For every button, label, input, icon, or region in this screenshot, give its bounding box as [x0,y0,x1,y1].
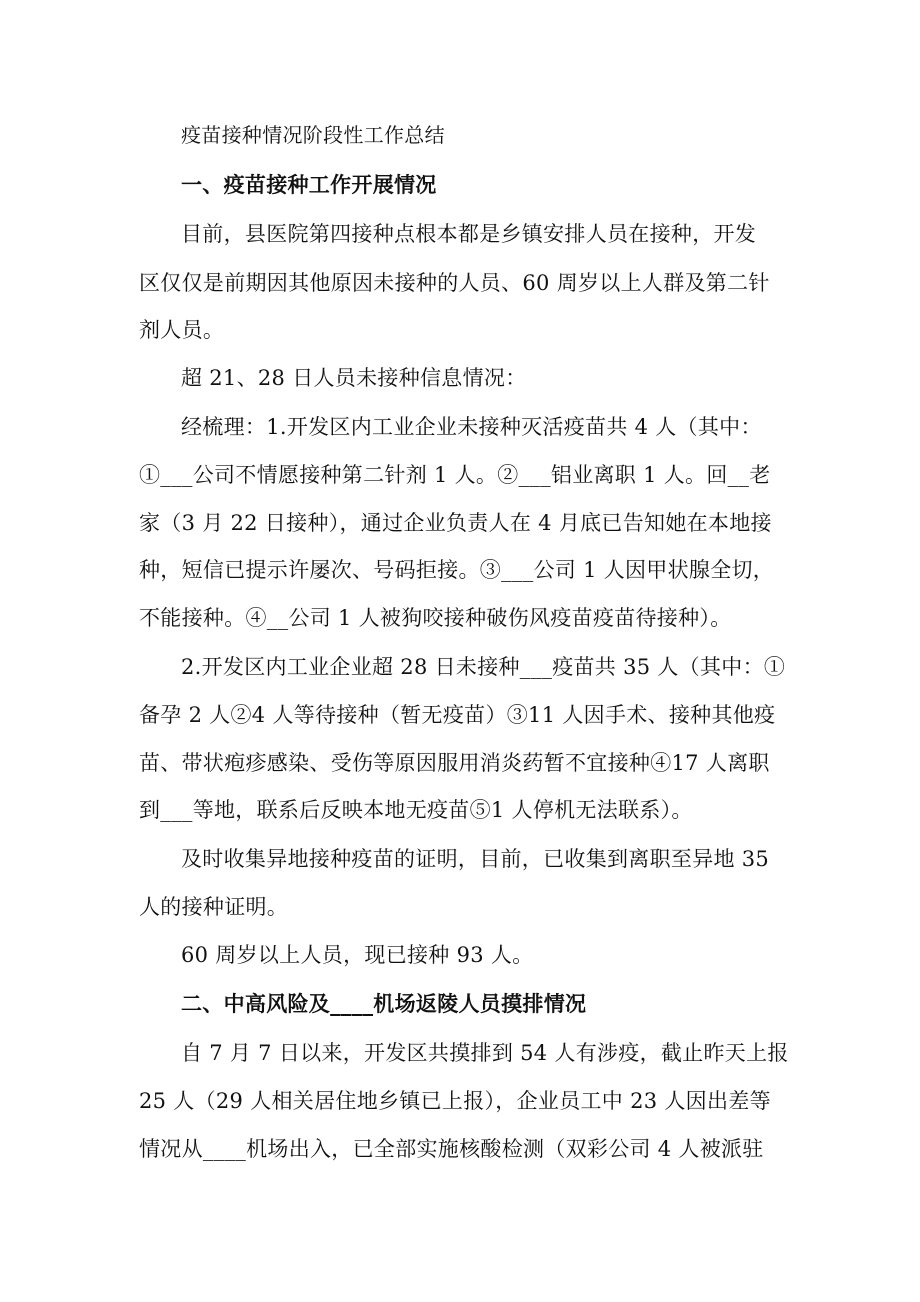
paragraph-line: 家（3 月 22 日接种），通过企业负责人在 4 月底已告知她在本地接 [139,511,772,535]
paragraph-line: 到___等地，联系后反映本地无疫苗⑤1 人停机无法联系）。 [139,798,693,822]
paragraph-line: 种，短信已提示许屡次、号码拒接。③___公司 1 人因甲状腺全切， [139,558,775,582]
document-title: 疫苗接种情况阶段性工作总结 [181,123,445,147]
section-heading-1: 一、疫苗接种工作开展情况 [181,172,437,197]
paragraph-line: 情况从____机场出入，已全部实施核酸检测（双彩公司 4 人被派驻 [139,1137,764,1161]
paragraph-line: 不能接种。④__公司 1 人被狗咬接种破伤风疫苗疫苗待接种）。 [139,606,732,630]
paragraph-line: 自 7 月 7 日以来，开发区共摸排到 54 人有涉疫，截止昨天上报 [181,1041,789,1065]
paragraph-line: 60 周岁以上人员，现已接种 93 人。 [181,943,534,967]
paragraph-line: 人的接种证明。 [139,895,289,919]
paragraph-line: 及时收集异地接种疫苗的证明，目前，已收集到离职至异地 35 [181,847,770,871]
paragraph-line: ①___公司不情愿接种第二针剂 1 人。②___铝业离职 1 人。回__老 [139,463,771,487]
paragraph-line: 超 21、28 日人员未接种信息情况： [181,366,527,390]
paragraph-line: 25 人（29 人相关居住地乡镇已上报），企业员工中 23 人因出差等 [139,1089,771,1113]
paragraph-line: 苗、带状疱疹感染、受伤等原因服用消炎药暂不宜接种④17 人离职 [139,751,770,775]
paragraph-line: 目前，县医院第四接种点根本都是乡镇安排人员在接种，开发 [181,222,757,246]
section-heading-2: 二、中高风险及____机场返陵人员摸排情况 [181,991,587,1016]
paragraph-line: 经梳理：1.开发区内工业企业未接种灭活疫苗共 4 人（其中： [181,415,762,439]
paragraph-line: 区仅仅是前期因其他原因未接种的人员、60 周岁以上人群及第二针 [139,271,770,295]
paragraph-line: 2.开发区内工业企业超 28 日未接种___疫苗共 35 人（其中：① [181,655,786,679]
paragraph-line: 备孕 2 人②4 人等待接种（暂无疫苗）③11 人因手术、接种其他疫 [139,703,776,727]
paragraph-line: 剂人员。 [139,318,225,342]
